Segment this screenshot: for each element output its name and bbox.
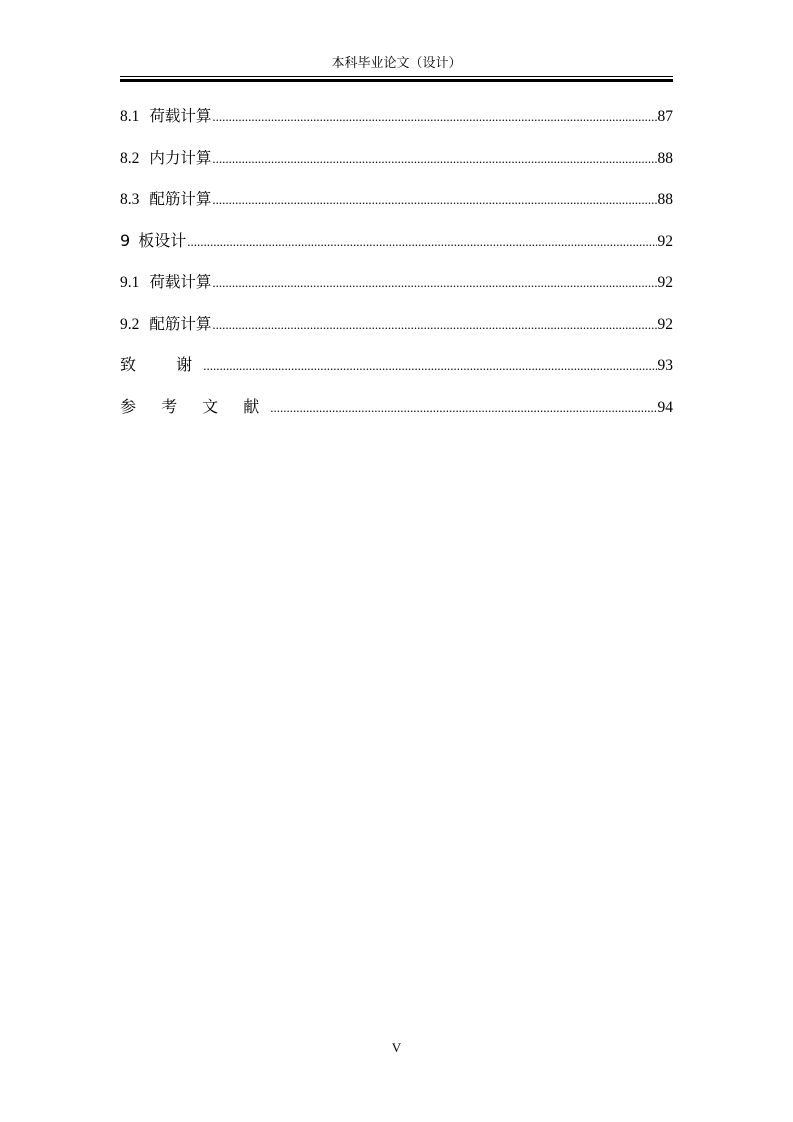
toc-entry-number: 8.2 — [120, 149, 140, 167]
toc-entry-label: 荷载计算 — [149, 107, 212, 125]
toc-entry-label: 荷载计算 — [149, 273, 212, 291]
table-of-contents — [120, 105, 673, 437]
toc-entry-number: 8.1 — [120, 108, 140, 125]
header-divider — [120, 76, 673, 82]
toc-entry-page: 88 — [657, 191, 673, 208]
toc-entry-page: 87 — [657, 108, 673, 125]
toc-entry-number: 9.2 — [120, 315, 140, 333]
toc-entry-number: 8.3 — [120, 191, 140, 208]
running-header-title: 本科毕业论文（设计） — [331, 56, 462, 71]
toc-entry-page: 92 — [657, 315, 673, 333]
toc-entry-9-1[interactable] — [120, 271, 673, 313]
toc-entry-8-3[interactable] — [120, 188, 673, 230]
dot-leader — [212, 189, 656, 211]
dot-leader — [187, 231, 656, 253]
toc-entry-label: 参 考 文 献 — [120, 396, 270, 416]
toc-entry-label: 致 谢 — [120, 355, 203, 374]
toc-entry-page: 94 — [657, 398, 673, 416]
toc-entry-label: 板设计 — [138, 230, 187, 250]
toc-entry-8-1[interactable] — [120, 105, 673, 147]
page-number: V — [391, 1040, 402, 1055]
toc-entry-page: 93 — [657, 357, 673, 374]
toc-entry-references[interactable] — [120, 396, 673, 438]
toc-entry-label: 配筋计算 — [149, 190, 212, 208]
toc-entry-page: 92 — [657, 274, 673, 291]
dot-leader — [212, 314, 656, 336]
toc-entry-label: 配筋计算 — [149, 314, 212, 333]
toc-entry-page: 88 — [657, 149, 673, 167]
toc-entry-8-2[interactable] — [120, 147, 673, 189]
toc-entry-acknowledgements[interactable] — [120, 354, 673, 396]
dot-leader — [212, 272, 656, 294]
dot-leader — [203, 355, 656, 377]
toc-entry-label: 内力计算 — [149, 148, 212, 167]
dot-leader — [212, 148, 656, 170]
toc-entry-9-2[interactable] — [120, 313, 673, 355]
toc-entry-number: 9 — [120, 230, 131, 250]
toc-entry-number: 9.1 — [120, 274, 140, 291]
toc-entry-chapter-9[interactable] — [120, 230, 673, 272]
dot-leader — [212, 106, 656, 128]
toc-entry-page: 92 — [657, 232, 673, 250]
dot-leader — [270, 397, 656, 419]
